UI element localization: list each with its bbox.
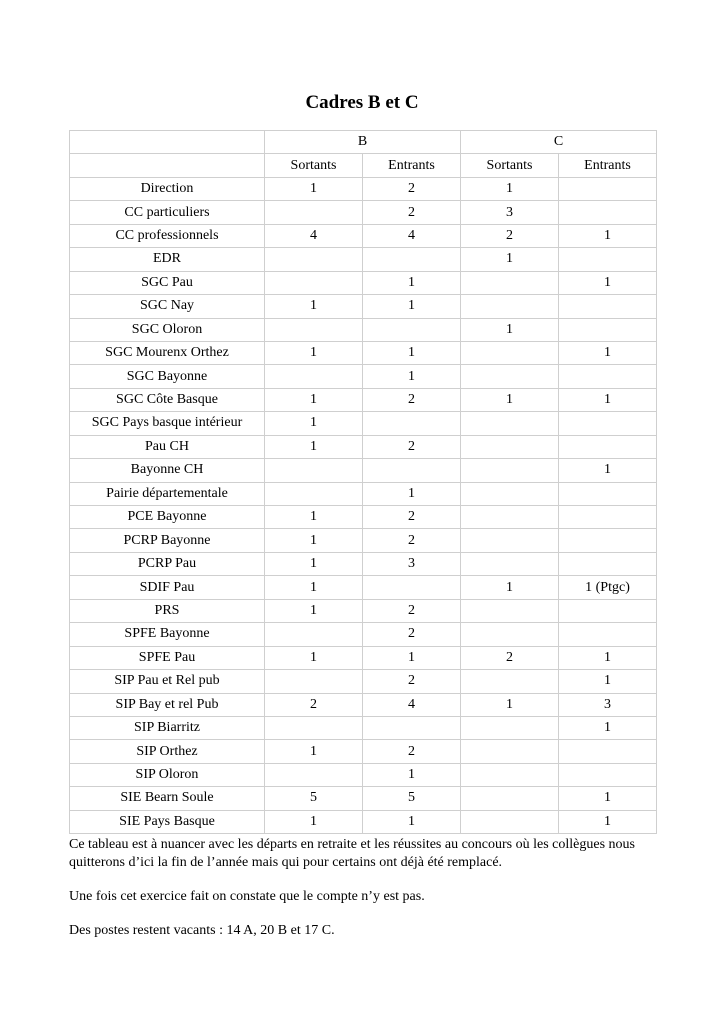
service-name-cell: Pairie départementale [70,482,265,505]
b-sortants-cell [265,482,363,505]
c-entrants-cell: 1 [559,224,657,247]
b-entrants-cell: 2 [363,435,461,458]
table-row [70,435,657,458]
b-sortants-cell: 1 [265,388,363,411]
b-entrants-cell [363,576,461,599]
service-name-cell: SDIF Pau [70,576,265,599]
table-row [70,177,657,200]
service-name-cell: SPFE Bayonne [70,623,265,646]
c-sortants-cell [461,365,559,388]
table-row [70,248,657,271]
c-sortants-cell [461,810,559,833]
c-sortants-cell [461,787,559,810]
c-entrants-cell: 1 [559,271,657,294]
table-row [70,388,657,411]
table-row [70,506,657,529]
page-title: Cadres B et C [305,92,419,113]
b-entrants-cell [363,716,461,739]
c-sortants-cell [461,459,559,482]
b-sortants-cell: 1 [265,740,363,763]
c-sortants-cell [461,271,559,294]
b-entrants-cell: 2 [363,740,461,763]
c-sortants-cell [461,341,559,364]
subheader-cell-blank [70,154,265,177]
c-sortants-cell: 1 [461,318,559,341]
c-entrants-cell: 1 [559,646,657,669]
c-entrants-cell [559,318,657,341]
service-name-cell: SGC Mourenx Orthez [70,341,265,364]
service-name-cell: Direction [70,177,265,200]
table-row [70,224,657,247]
c-entrants-cell [559,412,657,435]
table-row [70,271,657,294]
b-sortants-cell: 1 [265,599,363,622]
b-sortants-cell: 1 [265,529,363,552]
table-row [70,482,657,505]
service-name-cell: SGC Pays basque intérieur [70,412,265,435]
b-entrants-cell: 2 [363,529,461,552]
table-row [70,693,657,716]
table-row [70,459,657,482]
c-entrants-cell [559,435,657,458]
b-sortants-cell: 5 [265,787,363,810]
service-name-cell: PRS [70,599,265,622]
c-sortants-cell: 3 [461,201,559,224]
service-name-cell: SIP Biarritz [70,716,265,739]
c-sortants-cell [461,506,559,529]
c-entrants-cell [559,506,657,529]
table-subheader-row [70,154,657,177]
c-sortants-cell: 1 [461,388,559,411]
service-name-cell: SGC Pau [70,271,265,294]
c-entrants-cell: 1 [559,670,657,693]
b-sortants-cell: 1 [265,177,363,200]
c-entrants-cell: 1 [559,810,657,833]
table-row [70,646,657,669]
c-entrants-cell: 3 [559,693,657,716]
service-name-cell: SIP Bay et rel Pub [70,693,265,716]
header-cell-category-b: B [265,131,461,154]
b-entrants-cell: 2 [363,177,461,200]
b-entrants-cell [363,412,461,435]
subheader-cell-b-sortants: Sortants [265,154,363,177]
b-sortants-cell [265,670,363,693]
header-cell-category-c: C [461,131,657,154]
note-paragraph: Une fois cet exercice fait on constate que le compte n’y est pas. [69,889,425,904]
b-entrants-cell: 2 [363,599,461,622]
table-row [70,295,657,318]
service-name-cell: Pau CH [70,435,265,458]
table-row [70,740,657,763]
b-entrants-cell: 2 [363,388,461,411]
c-entrants-cell [559,552,657,575]
service-name-cell: SIP Orthez [70,740,265,763]
table-row [70,763,657,786]
b-entrants-cell: 1 [363,341,461,364]
table-row [70,201,657,224]
c-sortants-cell: 2 [461,224,559,247]
notes-section [69,836,669,940]
c-entrants-cell: 1 [559,341,657,364]
service-name-cell: SIE Pays Basque [70,810,265,833]
subheader-cell-b-entrants: Entrants [363,154,461,177]
c-entrants-cell [559,201,657,224]
c-sortants-cell [461,529,559,552]
c-entrants-cell [559,529,657,552]
c-sortants-cell [461,552,559,575]
subheader-cell-c-entrants: Entrants [559,154,657,177]
b-sortants-cell [265,716,363,739]
c-sortants-cell [461,412,559,435]
b-sortants-cell: 1 [265,435,363,458]
service-name-cell: SGC Oloron [70,318,265,341]
b-entrants-cell: 1 [363,646,461,669]
b-sortants-cell: 1 [265,412,363,435]
subheader-cell-c-sortants: Sortants [461,154,559,177]
b-entrants-cell: 1 [363,763,461,786]
b-entrants-cell: 2 [363,623,461,646]
b-entrants-cell: 1 [363,482,461,505]
b-sortants-cell: 4 [265,224,363,247]
table-row [70,810,657,833]
c-sortants-cell: 2 [461,646,559,669]
b-entrants-cell [363,248,461,271]
b-entrants-cell: 1 [363,810,461,833]
c-sortants-cell: 1 [461,576,559,599]
b-sortants-cell: 1 [265,341,363,364]
service-name-cell: SIP Oloron [70,763,265,786]
c-entrants-cell [559,623,657,646]
c-sortants-cell [461,482,559,505]
table-row [70,318,657,341]
service-name-cell: EDR [70,248,265,271]
table-row [70,670,657,693]
b-sortants-cell: 1 [265,295,363,318]
table-row [70,529,657,552]
c-entrants-cell: 1 (Ptgc) [559,576,657,599]
b-entrants-cell: 1 [363,295,461,318]
b-entrants-cell: 2 [363,201,461,224]
table-row [70,716,657,739]
b-sortants-cell [265,271,363,294]
b-entrants-cell: 5 [363,787,461,810]
table-row [70,341,657,364]
b-sortants-cell: 1 [265,506,363,529]
b-entrants-cell [363,459,461,482]
c-entrants-cell [559,763,657,786]
c-entrants-cell: 1 [559,787,657,810]
c-sortants-cell [461,435,559,458]
b-sortants-cell [265,201,363,224]
b-entrants-cell: 4 [363,693,461,716]
service-name-cell: SIE Bearn Soule [70,787,265,810]
c-entrants-cell [559,740,657,763]
c-entrants-cell [559,365,657,388]
b-sortants-cell [265,318,363,341]
c-entrants-cell: 1 [559,388,657,411]
c-entrants-cell: 1 [559,459,657,482]
b-entrants-cell: 3 [363,552,461,575]
header-cell-blank [70,131,265,154]
table-row [70,412,657,435]
b-sortants-cell [265,248,363,271]
note-paragraph: Ce tableau est à nuancer avec les départs en retraite et les réussites au concours où les collègues nous quitterons d’ici la fin de l’année mais qui pour certains ont déjà été remplacé. [69,837,636,870]
c-sortants-cell [461,670,559,693]
note-paragraph: Des postes restent vacants : 14 A, 20 B et 17 C. [69,923,335,938]
service-name-cell: CC particuliers [70,201,265,224]
b-entrants-cell: 1 [363,271,461,294]
c-sortants-cell: 1 [461,693,559,716]
c-sortants-cell [461,763,559,786]
service-name-cell: SGC Nay [70,295,265,318]
service-name-cell: PCE Bayonne [70,506,265,529]
service-name-cell: PCRP Bayonne [70,529,265,552]
b-sortants-cell [265,459,363,482]
staff-movement-table [69,130,657,834]
b-sortants-cell [265,365,363,388]
table-row [70,787,657,810]
c-sortants-cell [461,295,559,318]
service-name-cell: SIP Pau et Rel pub [70,670,265,693]
c-sortants-cell [461,599,559,622]
table-row [70,576,657,599]
table-row [70,552,657,575]
c-sortants-cell [461,716,559,739]
b-sortants-cell: 2 [265,693,363,716]
c-sortants-cell [461,623,559,646]
b-entrants-cell: 1 [363,365,461,388]
table-group-header-row [70,131,657,154]
b-sortants-cell: 1 [265,576,363,599]
b-sortants-cell [265,623,363,646]
service-name-cell: Bayonne CH [70,459,265,482]
c-entrants-cell: 1 [559,716,657,739]
service-name-cell: CC professionnels [70,224,265,247]
table-row [70,623,657,646]
c-sortants-cell: 1 [461,177,559,200]
c-entrants-cell [559,177,657,200]
b-sortants-cell: 1 [265,810,363,833]
c-entrants-cell [559,295,657,318]
service-name-cell: PCRP Pau [70,552,265,575]
b-entrants-cell: 2 [363,670,461,693]
service-name-cell: SPFE Pau [70,646,265,669]
table-row [70,599,657,622]
service-name-cell: SGC Côte Basque [70,388,265,411]
b-entrants-cell [363,318,461,341]
c-sortants-cell: 1 [461,248,559,271]
b-sortants-cell: 1 [265,646,363,669]
table-row [70,365,657,388]
c-sortants-cell [461,740,559,763]
c-entrants-cell [559,482,657,505]
service-name-cell: SGC Bayonne [70,365,265,388]
b-sortants-cell [265,763,363,786]
b-entrants-cell: 2 [363,506,461,529]
b-entrants-cell: 4 [363,224,461,247]
c-entrants-cell [559,248,657,271]
c-entrants-cell [559,599,657,622]
b-sortants-cell: 1 [265,552,363,575]
